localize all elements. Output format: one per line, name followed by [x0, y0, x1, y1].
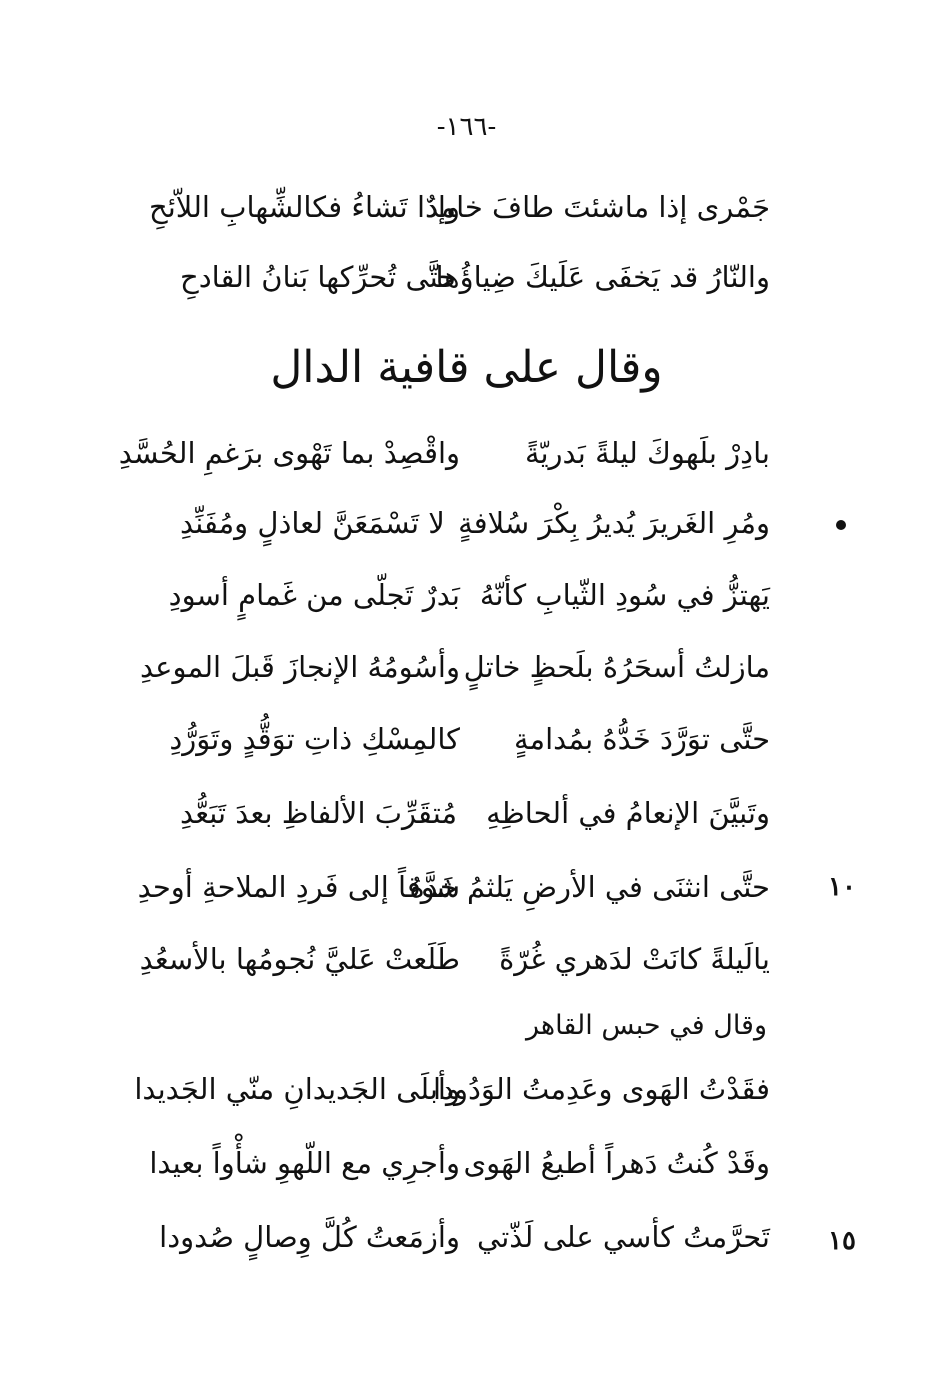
section-heading: وقال على قافية الدال	[270, 342, 663, 393]
first-hemistich: والنّارُ قد يَخفَى عَلَيكَ ضِياؤُها	[435, 260, 770, 294]
second-hemistich: واقْصِدْ بما تَهْوى برَغمِ الحُسَّدِ	[118, 436, 460, 470]
verse-row	[148, 180, 770, 234]
second-hemistich: لا تَسْمَعَنَّ لعاذلٍ ومُفَنِّدِ	[180, 506, 445, 540]
second-hemistich: وإذا تَشاءُ فكالشِّهابِ اللاّئحِ	[148, 190, 460, 224]
second-hemistich: وأزمَعتُ كُلَّ وِصالٍ صُدودا	[159, 1220, 460, 1254]
verse-row	[118, 426, 770, 480]
second-hemistich: وأسُومُهُ الإنجازَ قَبلَ الموعدِ	[139, 650, 460, 684]
first-hemistich: وتَبيَّنَ الإنعامُ في ألحاظِهِ	[486, 796, 770, 830]
first-hemistich: حتَّى انثنَى في الأرضِ يَلثمُ خَدَّهُ	[409, 870, 770, 904]
verse-row	[139, 932, 770, 986]
verse-row	[168, 568, 770, 622]
poem-subheading: وقال في حبس القاهر	[526, 1010, 767, 1041]
verse-row	[169, 712, 770, 766]
first-hemistich: يَهتزُّ في سُودِ الثّيابِ كأنّهُ	[479, 578, 770, 612]
first-hemistich: بادِرْ بلَهوكَ ليلةً بَدريّةً	[524, 436, 770, 470]
first-hemistich: وقَدْ كُنتُ دَهراً أطيعُ الهَوى	[463, 1146, 770, 1180]
verse-row	[137, 860, 770, 914]
first-hemistich: ومُرِ الغَريرَ يُديرُ بِكْرَ سُلافةٍ	[458, 506, 770, 540]
margin-bullet	[836, 520, 846, 530]
first-hemistich: مازلتُ أسحَرُهُ بلَحظٍ خاتلٍ	[463, 650, 770, 684]
page-number: -١٦٦-	[436, 112, 497, 142]
first-hemistich: حتَّى توَرَّدَ خَدُّهُ بمُدامةٍ	[513, 722, 770, 756]
line-number: ١٠	[828, 872, 856, 902]
second-hemistich: شوقاً إلى فَردِ الملاحةِ أوحدِ	[137, 870, 460, 904]
second-hemistich: بَدرٌ تَجلّى من غَمامٍ أسودِ	[168, 578, 460, 612]
second-hemistich: حتَّى تُحرِّكها بَنانُ القادحِ	[180, 260, 457, 294]
verse-row	[180, 496, 770, 550]
second-hemistich: كالمِسْكِ ذاتِ توَقُّدٍ وتَوَرُّدِ	[169, 722, 460, 756]
first-hemistich: تَحرَّمتُ كأسي على لَذّتي	[477, 1220, 770, 1254]
verse-row	[134, 1062, 770, 1116]
verse-row	[180, 250, 770, 304]
second-hemistich: وأجرِي مع اللّهوِ شأْواً بعيدا	[149, 1146, 460, 1180]
line-number: ١٥	[828, 1226, 856, 1256]
verse-row	[149, 1136, 770, 1190]
first-hemistich: فقَدْتُ الهَوى وعَدِمتُ الوَدُودا	[433, 1072, 770, 1106]
second-hemistich: وأبلَى الجَديدانِ منّي الجَديدا	[134, 1072, 460, 1106]
first-hemistich: جَمْرى إذا ماشئتَ طافَ خامدٌ	[425, 190, 770, 224]
verse-row	[139, 640, 770, 694]
second-hemistich: مُتقَرِّبَ الألفاظِ بعدَ تَبَعُّدِ	[180, 796, 457, 830]
verse-row	[180, 786, 770, 840]
first-hemistich: يالَيلةً كانَتْ لدَهري غُرّةً	[499, 942, 770, 976]
second-hemistich: طَلَعتْ عَليَّ نُجومُها بالأسعُدِ	[139, 942, 460, 976]
verse-row	[159, 1210, 770, 1264]
